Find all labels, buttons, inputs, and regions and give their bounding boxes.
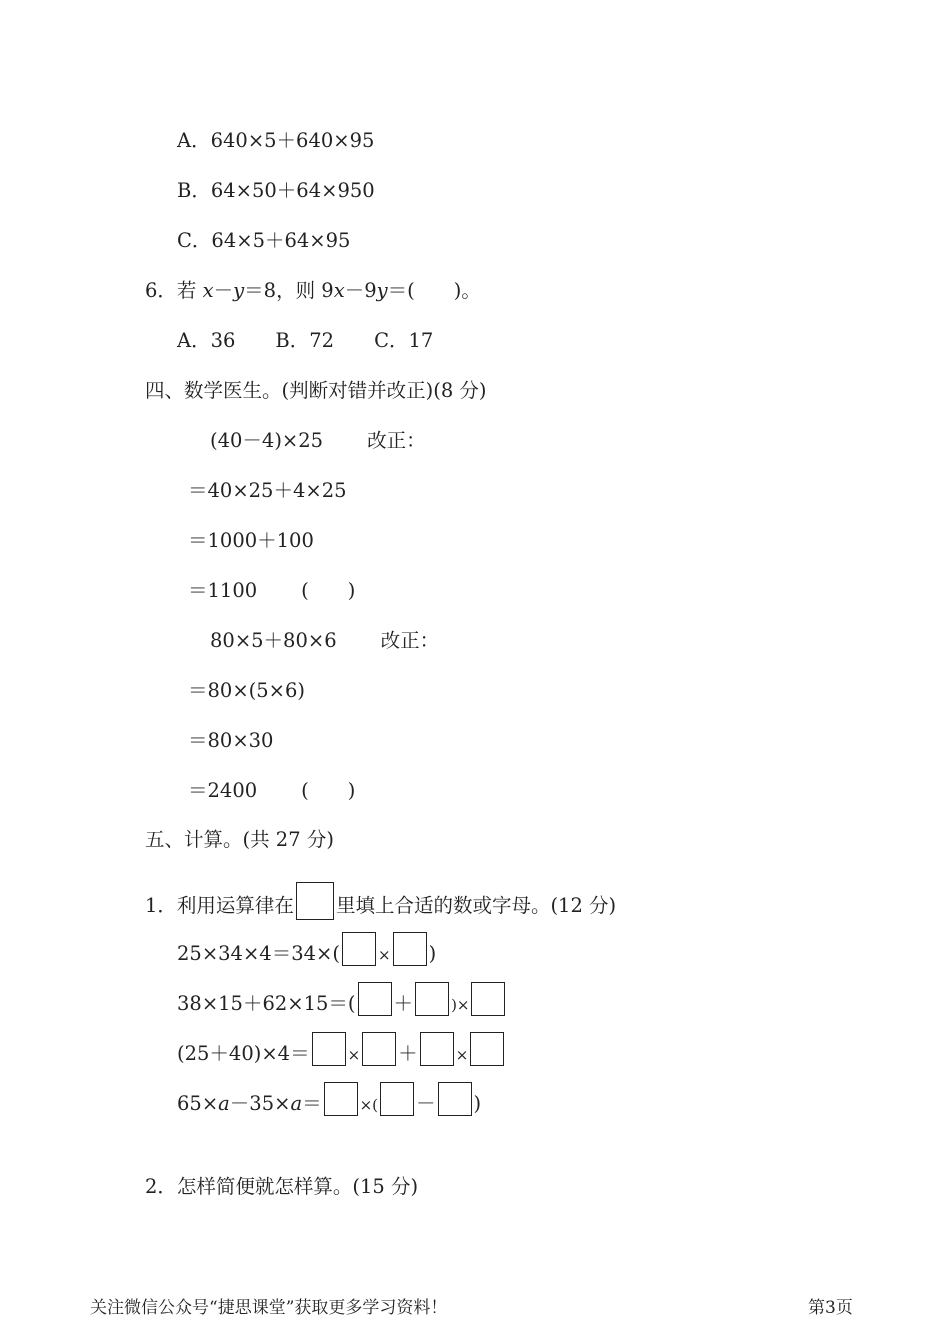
q6-options <box>177 327 473 355</box>
q1-line-3: (25＋40)×4＝ × ＋ × <box>177 1032 506 1069</box>
answer-box[interactable] <box>415 982 449 1016</box>
answer-box[interactable] <box>470 1032 504 1066</box>
problem1-expression: (40－4)×25 改正： <box>210 429 426 452</box>
problem1-final: ＝1100 ( ) <box>188 579 356 602</box>
problem1-judge-blank[interactable]: ( ) <box>301 579 356 602</box>
problem1-step-1: ＝40×25＋4×25 <box>188 479 347 502</box>
answer-box[interactable] <box>358 982 392 1016</box>
answer-box[interactable] <box>342 932 376 966</box>
q6-option-a: A．36 <box>177 329 236 352</box>
q1-line-4: 65×a－35×a＝ ×( － ) <box>177 1082 481 1119</box>
page-number: 第3页 <box>808 1298 853 1318</box>
answer-box[interactable] <box>438 1082 472 1116</box>
section4-title: 四、数学医生。(判断对错并改正)(8 分) <box>145 379 487 402</box>
problem1-correction-label: 改正： <box>367 429 426 452</box>
answer-box[interactable] <box>471 982 505 1016</box>
q6-stem: 6．若 x－y＝8，则 9x－9y＝( )。 <box>145 279 481 302</box>
problem2-expression: 80×5＋80×6 改正： <box>210 629 440 652</box>
q1-stem: 1．利用运算律在 里填上合适的数或字母。(12 分) <box>145 882 616 920</box>
q5-option-a: A．640×5＋640×95 <box>177 129 375 152</box>
answer-box[interactable] <box>420 1032 454 1066</box>
problem2-final: ＝2400 ( ) <box>188 779 356 802</box>
q1-line-1: 25×34×4＝34×( × ) <box>177 932 436 969</box>
answer-box[interactable] <box>312 1032 346 1066</box>
problem2-judge-blank[interactable]: ( ) <box>301 779 356 802</box>
answer-box[interactable] <box>393 932 427 966</box>
section5-title: 五、计算。(共 27 分) <box>145 828 334 851</box>
footer-promo: 关注微信公众号“捷思课堂”获取更多学习资料！ <box>90 1298 448 1318</box>
answer-box[interactable] <box>380 1082 414 1116</box>
problem2-correction-label: 改正： <box>380 629 440 652</box>
q5-option-c: C．64×5＋64×95 <box>177 229 351 252</box>
q1-line-2: 38×15＋62×15＝( ＋ )× <box>177 982 507 1019</box>
problem2-step-2: ＝80×30 <box>188 729 274 752</box>
answer-box[interactable] <box>324 1082 358 1116</box>
answer-box[interactable] <box>362 1032 396 1066</box>
sample-box <box>296 882 334 920</box>
q2-stem: 2．怎样简便就怎样算。(15 分) <box>145 1175 419 1198</box>
problem2-step-1: ＝80×(5×6) <box>188 679 306 702</box>
q6-option-b: B．72 <box>275 329 335 352</box>
q6-option-c: C．17 <box>374 329 434 352</box>
problem1-step-2: ＝1000＋100 <box>188 529 314 552</box>
q5-option-b: B．64×50＋64×950 <box>177 179 375 202</box>
